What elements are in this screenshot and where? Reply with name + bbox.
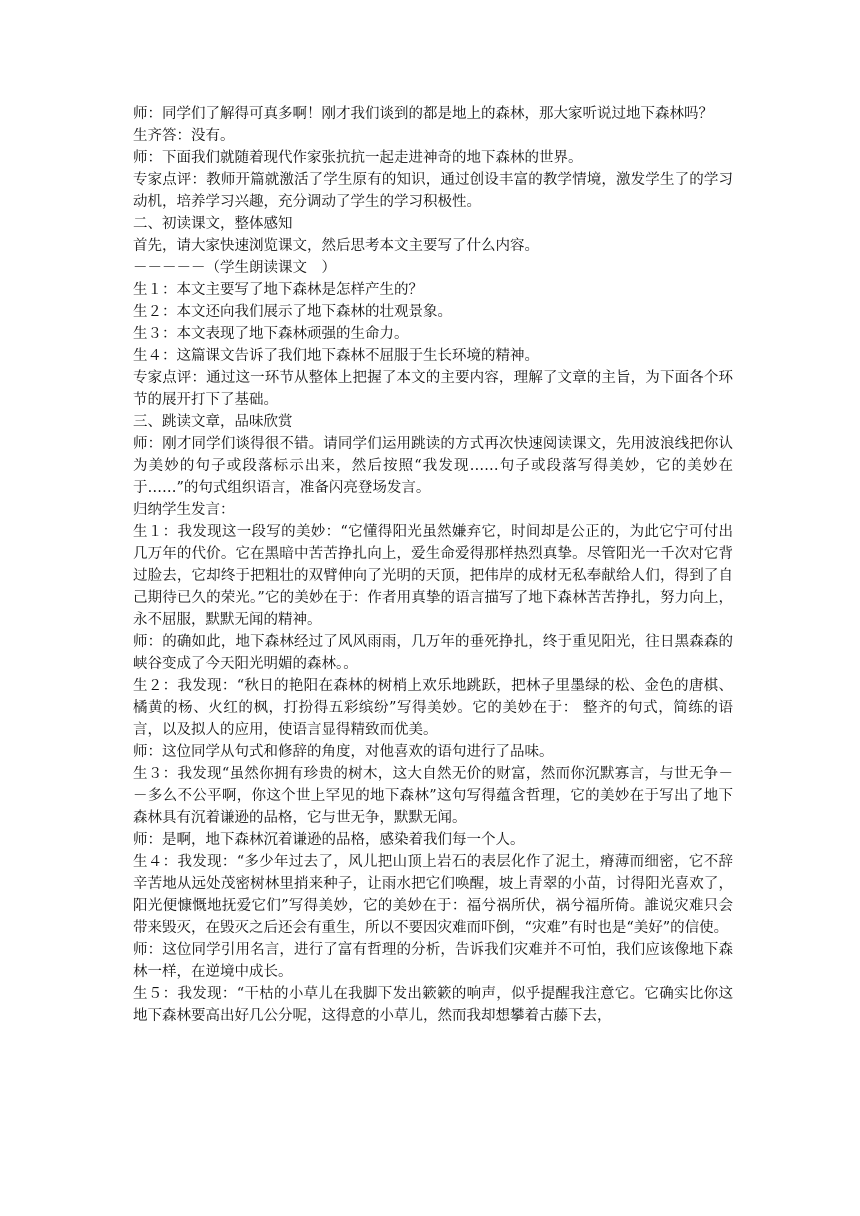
- paragraph: 生４：这篇课文告诉了我们地下森林不屈服于生长环境的精神。: [133, 348, 539, 364]
- paragraph: 生３：本文表现了地下森林顽强的生命力。: [133, 326, 409, 342]
- paragraph: 生３：我发现“虽然你拥有珍贵的树木，这大自然无价的财富，然而你沉默寡言，与世无争－－多么不公平啊，你这个世上罕见的地下森林”这句写得蕴含哲理，它的美妙在于写出了地下森林具有沉着谦逊的品格，它与世无争，默默无闻。: [133, 766, 733, 826]
- paragraph: 生２：本文还向我们展示了地下森林的壮观景象。: [133, 304, 452, 320]
- paragraph: 专家点评：教师开篇就激活了学生原有的知识，通过创设丰富的教学情境，激发学生了的学习动机，培养学习兴趣，充分调动了学生的学习积极性。: [133, 172, 733, 210]
- paragraph: 师：这位同学从句式和修辞的角度，对他喜欢的语句进行了品味。: [133, 744, 554, 760]
- paragraph: 生５：我发现：“干枯的小草儿在我脚下发出簌簌的响声，似乎提醒我注意它。它确实比你这地下森林要高出好几公分呢，这得意的小草儿，然而我却想攀着古藤下去，: [133, 986, 733, 1024]
- paragraph: 生１：本文主要写了地下森林是怎样产生的？: [133, 282, 423, 298]
- paragraph: 生１：我发现这一段写的美妙：“它懂得阳光虽然嫌弃它，时间却是公正的，为此它宁可付出几万年的代价。它在黑暗中苦苦挣扎向上，爱生命爱得那样热烈真挚。尽管阳光一千次对它背过脸去，它却终于把粗壮的双臂伸向了光明的天顶，把伟岸的成材无私奉献给人们，得到了自己期待已久的荣光。”它的美妙在于：作者用真挚的语言描写了地下森林苦苦挣扎，努力向上，永不屈服，默默无闻的精神。: [133, 524, 733, 628]
- paragraph: 二、初读课文，整体感知: [133, 216, 293, 232]
- paragraph: 师：刚才同学们谈得很不错。请同学们运用跳读的方式再次快速阅读课文，先用波浪线把你认为美妙的句子或段落标示出来，然后按照“我发现……句子或段落写得美妙，它的美妙在于……”的句式组织语言，准备闪亮登场发言。: [133, 436, 733, 496]
- paragraph: 师：这位同学引用名言，进行了富有哲理的分析，告诉我们灾难并不可怕，我们应该像地下森林一样，在逆境中成长。: [133, 942, 733, 980]
- paragraph: 归纳学生发言：: [133, 502, 235, 518]
- document-page: [133, 103, 733, 1027]
- paragraph: 师：同学们了解得可真多啊！刚才我们谈到的都是地上的森林，那大家听说过地下森林吗？: [133, 106, 713, 122]
- paragraph: 专家点评：通过这一环节从整体上把握了本文的主要内容，理解了文章的主旨，为下面各个环节的展开打下了基础。: [133, 370, 733, 408]
- paragraph: 生４：我发现：“多少年过去了，风儿把山顶上岩石的表层化作了泥土，瘠薄而细密，它不辞辛苦地从远处茂密树林里捎来种子，让雨水把它们唤醒，坡上青翠的小苗，讨得阳光喜欢了，阳光便慷慨地抚爱它们”写得美妙，它的美妙在于：福兮祸所伏，祸兮福所倚。誰说灾难只会带来毁灭，在毁灭之后还会有重生，所以不要因灾难而吓倒，“灾难”有时也是“美好”的信使。: [133, 854, 733, 936]
- paragraph: 三、跳读文章，品味欣赏: [133, 414, 293, 430]
- paragraph: －－－－－（学生朗读课文 ）: [133, 260, 336, 276]
- paragraph: 首先，请大家快速浏览课文，然后思考本文主要写了什么内容。: [133, 238, 539, 254]
- paragraph: 师：下面我们就随着现代作家张抗抗一起走进神奇的地下森林的世界。: [133, 150, 583, 166]
- paragraph: 生２：我发现：“秋日的艳阳在森林的树梢上欢乐地跳跃，把林子里墨绿的松、金色的唐棋、橘黄的杨、火红的枫，打扮得五彩缤纷”写得美妙。它的美妙在于： 整齐的句式，简练的语言，以及拟人的应用，使语言显得精致而优美。: [133, 678, 733, 738]
- paragraph: 师：的确如此，地下森林经过了风风雨雨，几万年的垂死挣扎，终于重见阳光，往日黑森森的峡谷变成了今天阳光明媚的森林。。: [133, 634, 733, 672]
- paragraph: 师：是啊，地下森林沉着谦逊的品格，感染着我们每一个人。: [133, 832, 525, 848]
- paragraph: 生齐答：没有。: [133, 128, 235, 144]
